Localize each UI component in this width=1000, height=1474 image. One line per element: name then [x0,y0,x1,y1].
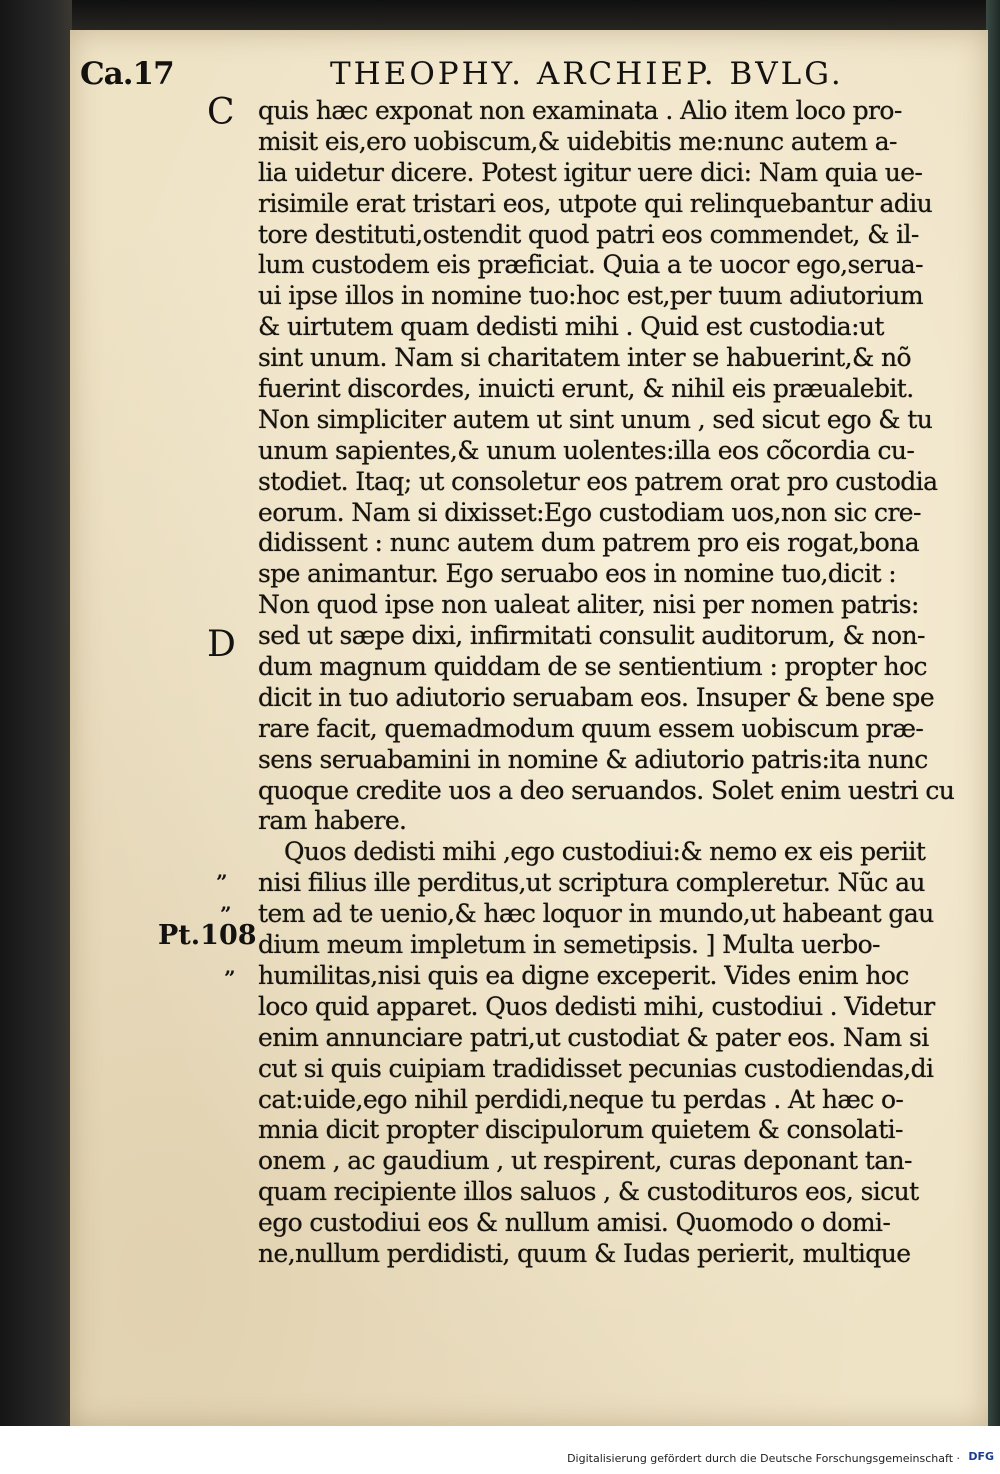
text-line: stodiet. Itaq; ut consoletur eos patrem orat pro custodia [258,466,938,496]
text-line: lum custodem eis præficiat. Quia a te uocor ego,serua- [258,250,923,280]
text-line: onem , ac gaudium , ut respirent, curas deponant tan- [258,1146,912,1176]
text-line: tore destituti,ostendit quod patri eos commendet, & il- [258,219,919,249]
text-line: quam recipiente illos saluos , & custodituros eos, sicut [258,1177,919,1207]
dfg-logo: DFG [968,1450,994,1463]
margin-reference: Pt.108 [158,920,257,951]
text-line: ne,nullum perdidisti, quum & Iudas perierit, multique [258,1238,911,1268]
text-line: sens seruabamini in nomine & adiutorio patris:ita nunc [258,744,928,774]
margin-quote-mark: ” [220,902,232,926]
text-line: tem ad te uenio,& hæc loquor in mundo,ut habeant gau [258,899,934,929]
text-line: cut si quis cuipiam tradidisset pecunias custodiendas,di [258,1053,934,1083]
text-line: unum sapientes,& unum uolentes:illa eos cõcordia cu- [258,435,915,465]
text-line: lia uidetur dicere. Potest igitur uere dici: Nam quia ue- [258,157,923,187]
funding-credit: Digitalisierung gefördert durch die Deutsche Forschungsgemeinschaft · [567,1452,960,1465]
scan-top-edge [0,0,1000,34]
text-line: humilitas,nisi quis ea digne exceperit. Vides enim hoc [258,960,909,990]
text-line: dum magnum quiddam de se sentientium : propter hoc [258,652,927,682]
text-line: spe animantur. Ego seruabo eos in nomine tuo,dicit : [258,559,897,589]
chapter-label: Ca.17 [80,56,174,92]
text-line: mnia dicit propter discipulorum quietem & consolati- [258,1115,903,1145]
text-line: ui ipse illos in nomine tuo:hoc est,per tuum adiutorium [258,281,923,311]
text-line: risimile erat tristari eos, utpote qui relinquebantur adiu [258,188,933,218]
margin-quote-mark: ” [216,870,228,894]
text-line: dium meum impletum in semetipsis. ] Multa uerbo- [258,930,880,960]
text-line: cat:uide,ego nihil perdidi,neque tu perdas . At hæc o- [258,1084,904,1114]
text-line: ego custodiui eos & nullum amisi. Quomodo o domi- [258,1208,891,1238]
body-text [258,96,958,1270]
scan-left-edge [0,0,72,1474]
margin-section-letter-c: C [207,92,235,133]
text-line: sed ut sæpe dixi, infirmitati consulit auditorum, & non- [258,621,925,651]
text-line: nisi filius ille perditus,ut scriptura compleretur. Nũc au [258,868,925,898]
text-line: eorum. Nam si dixisset:Ego custodiam uos,non sic cre- [258,497,921,527]
text-line: quis hæc exponat non examinata . Alio item loco pro- [258,96,902,125]
text-line: misit eis,ero uobiscum,& uidebitis me:nunc autem a- [258,126,897,156]
text-line: sint unum. Nam si charitatem inter se habuerint,& nõ [258,343,911,373]
margin-quote-mark: ” [224,966,236,990]
text-line: & uirtutem quam dedisti mihi . Quid est custodia:ut [258,312,884,342]
text-line: enim annunciare patri,ut custodiat & pater eos. Nam si [258,1022,929,1052]
text-line: dicit in tuo adiutorio seruabam eos. Insuper & bene spe [258,682,935,712]
text-line: rare facit, quemadmodum quum essem uobiscum præ- [258,713,924,743]
text-line: ram habere. [258,806,407,836]
text-line: quoque credite uos a deo seruandos. Solet enim uestri cu [258,775,955,805]
text-line: Non simpliciter autem ut sint unum , sed sicut ego & tu [258,404,933,434]
running-head: THEOPHY. ARCHIEP. BVLG. [330,56,844,92]
margin-section-letter-d: D [207,624,236,665]
text-line: Non quod ipse non ualeat aliter, nisi per nomen patris: [258,590,919,620]
text-line: loco quid apparet. Quos dedisti mihi, custodiui . Videtur [258,991,935,1021]
text-line: fuerint discordes, inuicti erunt, & nihil eis præualebit. [258,374,914,404]
scan-right-edge [986,0,1000,1474]
footer-band [0,1426,1000,1474]
text-line: Quos dedisti mihi ,ego custodiui:& nemo ex eis periit [284,837,926,867]
text-line: didissent : nunc autem dum patrem pro eis rogat,bona [258,528,920,558]
